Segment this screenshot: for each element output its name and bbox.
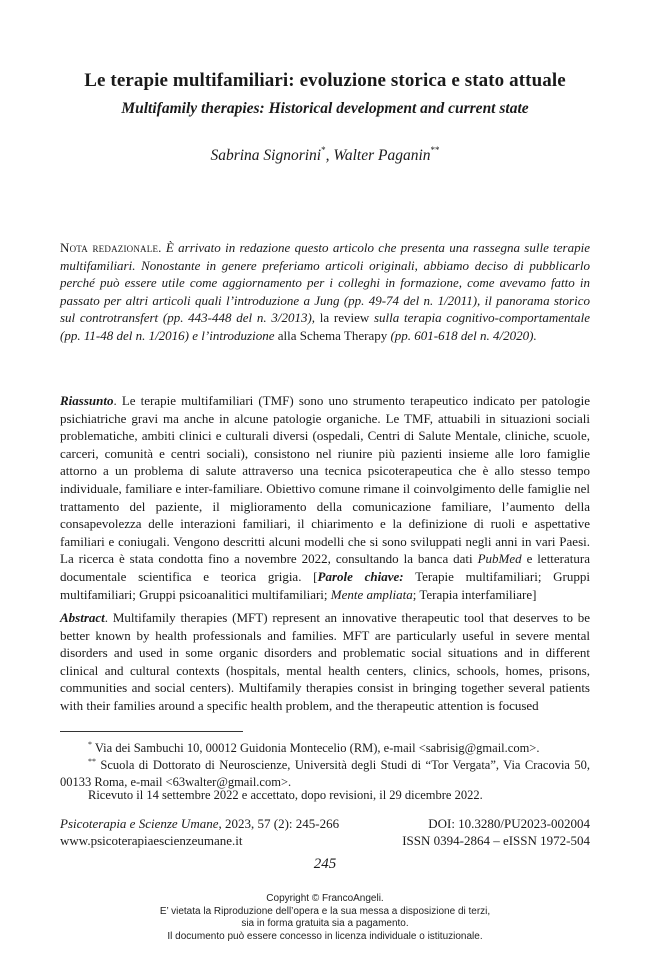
copyright-line-2: E’ vietata la Riproduzione dell’opera e la sua messa a disposizione di terzi, [159,905,491,917]
editorial-note-alla: alla [277,327,297,343]
riassunto-text-3: Terapie multifamiliari; Gruppi multifamiliari; Gruppi psicoanalitici multifamiliari; [60,568,590,602]
editorial-note-review: review [329,310,374,326]
keywords-label: Parole chiave: [317,568,404,584]
riassunto-text-1: . Le terapie multifamiliari (TMF) sono uno strumento terapeutico indicato per patologie psichiatriche gravi ma anche in alcune patologie organiche. Le TMF, attuabili in situazioni sociali problematiche, ambiti clinici e culturali diversi (ospedali, Centri di Salute Mentale, cliniche, scuole, carceri, comunità e centri sociali), consistono nel riunire più pazienti insieme alle loro famiglie attorno a un problema di salute attraverso una tecnica psicoterapeutica che è allo stesso tempo individuale, familiare e inter-familiare. Obiettivo comune rimane il coinvolgimento delle famiglie nel trattamento del paziente, il miglioramento della comunicazione familiare, l’aumento della consapevolezza delle interazioni familiari, il chiarimento e la definizione di ruoli e aspettative familiari e coniugali. Vengono descritti alcuni modelli che si sono sviluppati negli anni in vari Paesi. La ricerca è stata condotta fino a novembre 2022, consultando la banca dati [60,393,590,567]
journal-info-row [60,833,590,849]
abstract-paragraph [60,609,590,715]
abstract-label: Abstract [60,610,105,625]
author-line [0,145,650,165]
abstract-text: . Multifamily therapies (MFT) represent an innovative therapeutic tool that deserves to be better known by health professionals and families. MFT are particularly useful in severe mental disorders and used in some organic disorders and problematic social situations and in different clinical and cultural contexts (hospitals, mental health centers, clinics, schools, homes, prisons, communities and social centers). Multifamily therapies consist in bringing together several patients with their families around a specific health problem, and the therapeutic attention is focused [60,610,590,713]
journal-citation [60,816,339,832]
copyright-notice [0,893,650,943]
footnote-2 [60,753,590,791]
copyright-line-1: Copyright © FrancoAngeli. [266,893,384,904]
footnote-1-mark: * [88,740,92,749]
article-title: Le terapie multifamiliari: evoluzione storica e stato attuale [84,70,566,91]
footnote-2-text: Scuola di Dottorato di Neuroscienze, Università degli Studi di “Tor Vergata”, Via Cracovia 50, 00133 Roma, e-mail <63walter@gmail.com>. [60,758,590,789]
footnote-2-mark: ** [88,757,96,766]
footnote-divider [60,731,243,732]
editorial-note [60,239,590,345]
riassunto-text-2: e letteratura documentale scientifica e teorica grigia. [ [60,551,590,584]
issn: ISSN 0394-2864 – eISSN 1972-504 [402,833,590,848]
doi[interactable]: DOI: 10.3280/PU2023-002004 [428,816,590,831]
riassunto-text-4: ; Terapia interfamiliare] [412,586,537,602]
page-number: 245 [313,856,337,872]
author-2-footnote-mark: ** [430,145,440,155]
riassunto-mente-ampliata: Mente ampliata [330,586,413,602]
journal-volume: , 2023, 57 (2): 245-266 [218,816,340,831]
copyright-line-3: sia in forma gratuita sia a pagamento. [241,918,409,930]
author-2: Walter Paganin [333,147,431,164]
copyright-line-4: Il documento può essere concesso in licenza individuale o istituzionale. [167,930,483,942]
author-separator: , [325,147,334,164]
article-subtitle: Multifamily therapies: Historical development and current state [121,100,529,117]
author-1: Sabrina Signorini [210,147,322,164]
received-date: Ricevuto il 14 settembre 2022 e accettato, dopo revisioni, il 29 dicembre 2022. [88,788,483,802]
journal-name: Psicoterapia e Scienze Umane [60,816,219,831]
journal-citation-row [60,816,590,832]
riassunto-pubmed: PubMed [477,551,522,567]
riassunto-label: Riassunto [60,393,114,408]
editorial-note-text-2: sulla terapia cognitivo-comportamentale (pp. 11-48 del n. 1/2016) e l’introduzione [60,310,590,343]
author-1-footnote-mark: * [321,145,326,155]
footnote-1-text: Via dei Sambuchi 10, 00012 Guidonia Montecelio (RM), e-mail <sabrisig@gmail.com>. [92,741,540,755]
editorial-note-text-1: È arrivato in redazione questo articolo che presenta una rassegna sulle terapie multifamiliari. Nonostante in genere preferiamo articoli originali, abbiamo deciso di pubblicarlo perché può essere utile come aggiornamento per i colleghi in formazione, come avevamo fatto in passato per altri articoli quali l’introduzione a Jung (pp. 49-74 del n. 1/2011), il panorama storico sul controtransfert (pp. 443-448 del n. 3/2013), [60,240,590,326]
riassunto-paragraph [60,392,590,603]
editorial-note-schema: Schema Therapy [296,327,391,343]
journal-website-link[interactable]: www.psicoterapiaescienzeumane.it [60,833,243,848]
editorial-note-text-3: (pp. 601-618 del n. 4/2020). [390,327,537,343]
editorial-note-label: Nota redazionale. [60,240,162,255]
editorial-note-la: la [319,310,330,326]
